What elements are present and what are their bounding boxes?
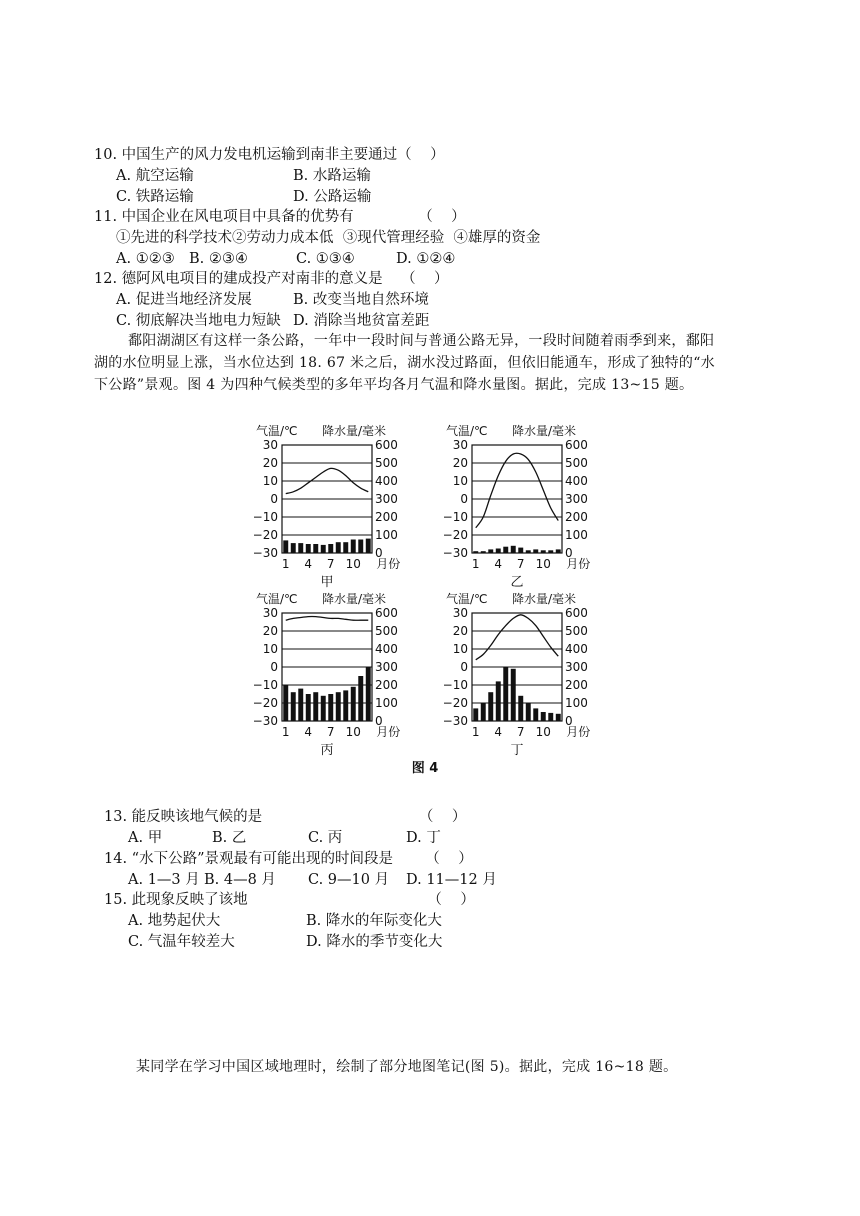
climate-chart-4 <box>443 591 591 758</box>
precipitation-bar <box>503 667 508 721</box>
q11-items: ①先进的科学技术②劳动力成本低 ③现代管理经验 ④雄厚的资金 <box>116 230 541 246</box>
x-tick: 7 <box>516 557 525 571</box>
precipitation-bar <box>511 546 516 553</box>
y-right-label: 降水量/毫米 <box>321 592 386 606</box>
y-left-tick: −30 <box>252 714 278 728</box>
climate-chart-1 <box>253 423 401 590</box>
y-right-tick: 100 <box>565 696 588 710</box>
x-tick: 10 <box>535 557 551 571</box>
y-left-tick: −10 <box>252 510 278 524</box>
q14-stem: 14. “水下公路”景观最有可能出现的时间段是 （ ） <box>104 851 473 867</box>
y-left-tick: 20 <box>262 624 278 638</box>
passage-line: 下公路”景观。图 4 为四种气候类型的多年平均各月气温和降水量图。据此，完成 13~15 题。 <box>94 377 694 393</box>
precipitation-bar <box>343 690 348 721</box>
y-left-tick: 30 <box>262 438 278 452</box>
y-right-tick: 0 <box>565 714 573 728</box>
y-left-tick: −30 <box>442 546 468 560</box>
y-right-tick: 300 <box>375 660 398 674</box>
precipitation-bar <box>366 539 371 553</box>
y-right-tick: 500 <box>375 456 398 470</box>
q11-option-a: A. ①②③ <box>116 251 175 267</box>
q15-option-b: B. 降水的年际变化大 <box>306 913 442 929</box>
temperature-curve <box>286 616 369 620</box>
y-left-tick: 0 <box>270 492 278 506</box>
precipitation-bar <box>313 544 318 553</box>
q14-option-b: B. 4—8 月 <box>204 872 276 888</box>
y-right-tick: 0 <box>565 546 573 560</box>
x-tick: 1 <box>281 725 290 739</box>
climate-chart-3 <box>253 591 401 758</box>
q10-option-d: D. 公路运输 <box>293 189 372 205</box>
passage-line: 某同学在学习中国区域地理时，绘制了部分地图笔记(图 5)。据此，完成 16~18 题。 <box>136 1059 678 1075</box>
y-right-tick: 600 <box>565 606 588 620</box>
chart-title: 丁 <box>510 743 524 758</box>
precipitation-bar <box>541 550 546 553</box>
precipitation-bar <box>321 696 326 721</box>
q10-option-b: B. 水路运输 <box>293 168 371 184</box>
x-tick: 7 <box>326 725 335 739</box>
q12-option-a: A. 促进当地经济发展 <box>116 292 252 308</box>
y-right-tick: 100 <box>375 528 398 542</box>
q12-option-b: B. 改变当地自然环境 <box>293 292 429 308</box>
precipitation-bar <box>336 692 341 721</box>
y-left-tick: −20 <box>442 696 468 710</box>
precipitation-bar <box>511 669 516 721</box>
precipitation-bar <box>526 550 531 553</box>
precipitation-bar <box>321 545 326 553</box>
x-tick: 7 <box>326 557 335 571</box>
precipitation-bar <box>358 540 363 554</box>
climate-chart-2 <box>443 423 591 590</box>
y-right-tick: 300 <box>565 492 588 506</box>
y-right-tick: 200 <box>375 510 398 524</box>
precipitation-bar <box>328 544 333 553</box>
passage-poyang <box>94 330 794 396</box>
precipitation-bar <box>358 676 363 721</box>
q12-stem: 12. 德阿风电项目的建成投产对南非的意义是 （ ） <box>94 271 449 287</box>
precipitation-bar <box>283 685 288 721</box>
passage-map-notes <box>136 1056 816 1078</box>
y-left-tick: 30 <box>452 606 468 620</box>
passage-line: 湖的水位明显上涨，当水位达到 18. 67 米之后，湖水没过路面，但依旧能通车，形成了独特的“水 <box>94 355 715 371</box>
q12-option-d: D. 消除当地贫富差距 <box>293 313 430 329</box>
precipitation-bar <box>526 703 531 721</box>
q11-option-d: D. ①②④ <box>396 251 456 267</box>
y-left-label: 气温/℃ <box>446 424 488 438</box>
y-right-tick: 200 <box>375 678 398 692</box>
y-left-tick: 20 <box>262 456 278 470</box>
precipitation-bar <box>306 694 311 721</box>
y-right-label: 降水量/毫米 <box>511 592 576 606</box>
y-right-tick: 0 <box>375 714 383 728</box>
y-left-tick: 0 <box>270 660 278 674</box>
y-left-tick: 20 <box>452 624 468 638</box>
y-left-tick: −20 <box>252 528 278 542</box>
q11-option-b: B. ②③④ <box>189 251 248 267</box>
y-right-tick: 300 <box>375 492 398 506</box>
y-left-tick: −10 <box>442 678 468 692</box>
precipitation-bar <box>298 689 303 721</box>
precipitation-bar <box>343 542 348 553</box>
x-tick: 10 <box>345 557 361 571</box>
q15-option-d: D. 降水的季节变化大 <box>306 934 443 950</box>
q14-option-c: C. 9—10 月 <box>308 872 390 888</box>
y-right-tick: 200 <box>565 678 588 692</box>
precipitation-bar <box>351 687 356 721</box>
x-axis-label: 月份 <box>566 725 591 739</box>
y-left-tick: 0 <box>460 492 468 506</box>
y-left-label: 气温/℃ <box>446 592 488 606</box>
temperature-curve <box>476 615 559 660</box>
chart-title: 乙 <box>510 575 524 590</box>
figure-caption: 图 4 <box>411 761 439 776</box>
precipitation-bar <box>298 543 303 553</box>
x-tick: 4 <box>494 725 503 739</box>
y-right-tick: 400 <box>375 474 398 488</box>
precipitation-bar <box>328 694 333 721</box>
q13-stem: 13. 能反映该地气候的是 （ ） <box>104 809 467 825</box>
y-right-tick: 200 <box>565 510 588 524</box>
q14-option-a: A. 1—3 月 <box>128 872 200 888</box>
q11-stem: 11. 中国企业在风电项目中具备的优势有 （ ） <box>94 209 466 225</box>
precipitation-bar <box>556 549 561 553</box>
q15-option-c: C. 气温年较差大 <box>128 934 235 950</box>
passage-line: 鄱阳湖湖区有这样一条公路，一年中一段时间与普通公路无异，一段时间随着雨季到来，鄱阳 <box>128 333 715 349</box>
precipitation-bar <box>473 551 478 553</box>
q13-option-b: B. 乙 <box>212 830 247 846</box>
y-left-label: 气温/℃ <box>256 592 298 606</box>
y-left-tick: −30 <box>442 714 468 728</box>
precipitation-bar <box>291 543 296 553</box>
chart-title: 丙 <box>320 743 334 758</box>
y-left-tick: 30 <box>452 438 468 452</box>
y-right-tick: 400 <box>565 474 588 488</box>
precipitation-bar <box>533 708 538 721</box>
precipitation-bar <box>488 549 493 553</box>
precipitation-bar <box>488 692 493 721</box>
y-right-tick: 600 <box>565 438 588 452</box>
q13-option-c: C. 丙 <box>308 830 343 846</box>
y-left-tick: 20 <box>452 456 468 470</box>
y-left-tick: 30 <box>262 606 278 620</box>
precipitation-bar <box>503 547 508 553</box>
y-left-tick: 10 <box>452 474 468 488</box>
y-left-tick: 10 <box>262 642 278 656</box>
q15-stem: 15. 此现象反映了该地 （ ） <box>104 892 475 908</box>
y-left-label: 气温/℃ <box>256 424 298 438</box>
x-axis-label: 月份 <box>376 557 401 571</box>
precipitation-bar <box>496 681 501 721</box>
y-left-tick: −10 <box>442 510 468 524</box>
y-right-tick: 100 <box>375 696 398 710</box>
y-right-tick: 400 <box>565 642 588 656</box>
y-left-tick: −30 <box>252 546 278 560</box>
y-right-tick: 100 <box>565 528 588 542</box>
precipitation-bar <box>481 703 486 721</box>
x-tick: 4 <box>494 557 503 571</box>
precipitation-bar <box>306 544 311 553</box>
x-tick: 1 <box>471 725 480 739</box>
q13-option-d: D. 丁 <box>406 830 441 846</box>
y-left-tick: 0 <box>460 660 468 674</box>
y-right-label: 降水量/毫米 <box>511 424 576 438</box>
q15-option-a: A. 地势起伏大 <box>128 913 221 929</box>
y-right-tick: 0 <box>375 546 383 560</box>
y-right-tick: 600 <box>375 438 398 452</box>
x-tick: 10 <box>535 725 551 739</box>
precipitation-bar <box>291 692 296 721</box>
x-tick: 4 <box>304 557 313 571</box>
q14-option-d: D. 11—12 月 <box>406 872 497 888</box>
q10-stem: 10. 中国生产的风力发电机运输到南非主要通过（ ） <box>94 147 445 163</box>
y-right-tick: 300 <box>565 660 588 674</box>
y-right-tick: 600 <box>375 606 398 620</box>
precipitation-bar <box>336 542 341 553</box>
y-right-tick: 500 <box>565 624 588 638</box>
q11-option-c: C. ①③④ <box>296 251 355 267</box>
precipitation-bar <box>548 550 553 553</box>
x-tick: 4 <box>304 725 313 739</box>
q13-option-a: A. 甲 <box>128 830 163 846</box>
x-tick: 7 <box>516 725 525 739</box>
chart-title: 甲 <box>320 575 334 590</box>
precipitation-bar <box>518 548 523 553</box>
y-right-tick: 500 <box>375 624 398 638</box>
precipitation-bar <box>481 551 486 553</box>
q10-option-c: C. 铁路运输 <box>116 189 194 205</box>
precipitation-bar <box>283 540 288 553</box>
precipitation-bar <box>533 549 538 553</box>
q12-option-c: C. 彻底解决当地电力短缺 <box>116 313 281 329</box>
precipitation-bar <box>556 714 561 721</box>
precipitation-bar <box>541 712 546 721</box>
precipitation-bar <box>496 549 501 554</box>
q10-option-a: A. 航空运输 <box>116 168 194 184</box>
x-axis-label: 月份 <box>376 725 401 739</box>
precipitation-bar <box>548 713 553 721</box>
precipitation-bar <box>313 692 318 721</box>
y-right-label: 降水量/毫米 <box>321 424 386 438</box>
y-left-tick: −10 <box>252 678 278 692</box>
y-left-tick: −20 <box>442 528 468 542</box>
precipitation-bar <box>473 708 478 721</box>
x-tick: 1 <box>281 557 290 571</box>
precipitation-bar <box>366 667 371 721</box>
x-tick: 10 <box>345 725 361 739</box>
precipitation-bar <box>351 540 356 554</box>
climate-charts-figure <box>240 415 610 780</box>
y-left-tick: −20 <box>252 696 278 710</box>
y-right-tick: 500 <box>565 456 588 470</box>
x-tick: 1 <box>471 557 480 571</box>
y-right-tick: 400 <box>375 642 398 656</box>
y-left-tick: 10 <box>452 642 468 656</box>
precipitation-bar <box>518 696 523 721</box>
y-left-tick: 10 <box>262 474 278 488</box>
x-axis-label: 月份 <box>566 557 591 571</box>
